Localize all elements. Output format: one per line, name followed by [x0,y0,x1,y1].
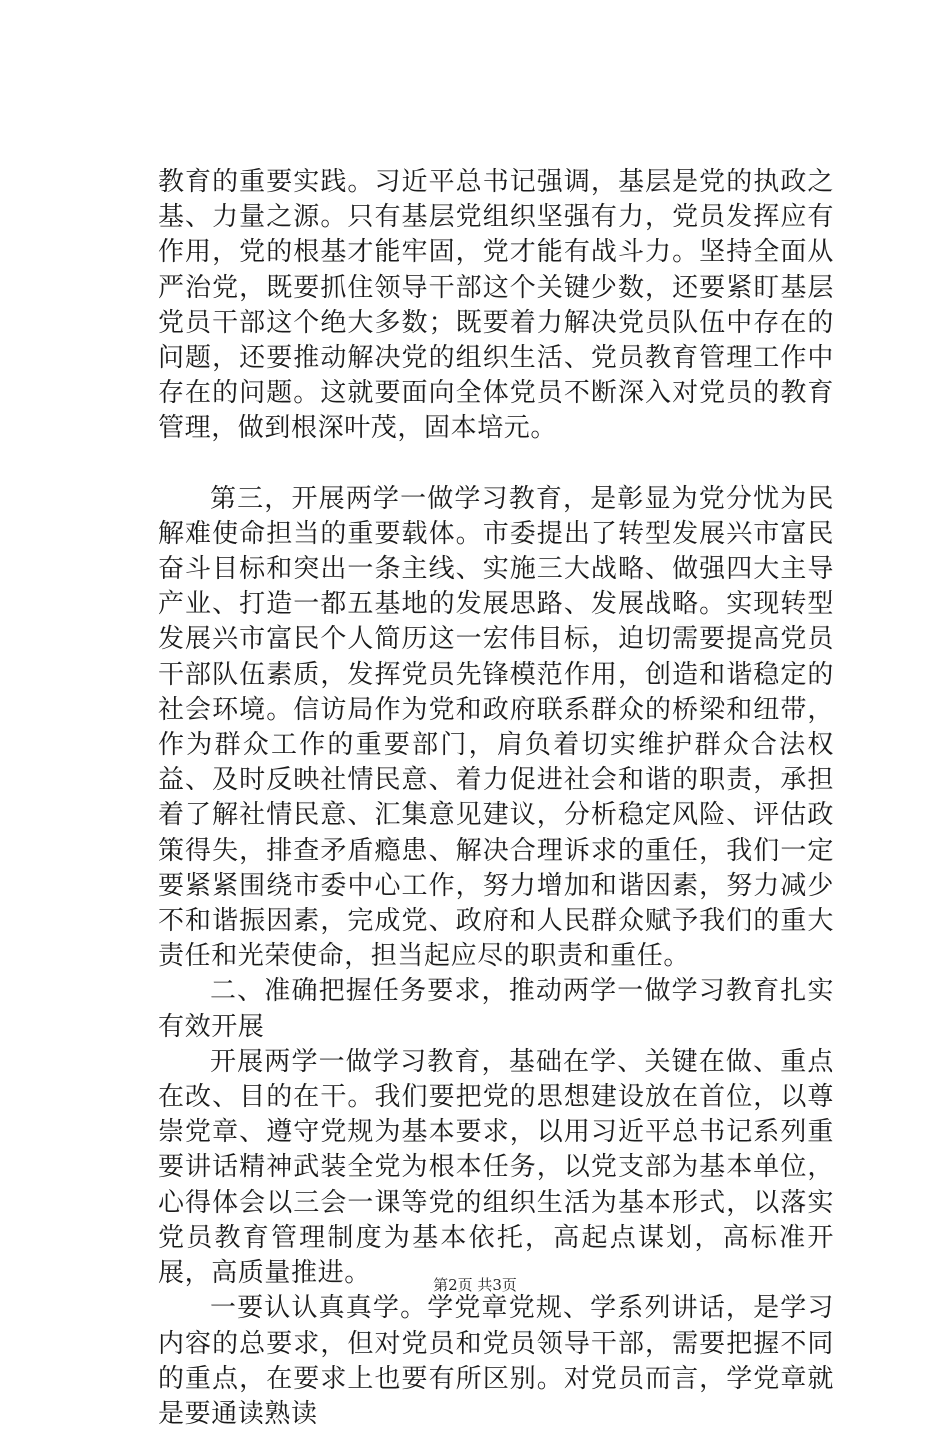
section-heading: 二、准确把握任务要求，推动两学一做学习教育扎实有效开展 [158,976,834,1042]
paragraph-third-point: 第三，开展两学一做学习教育，是彰显为党分忧为民解难使命担当的重要载体。市委提出了转型发展兴市富民奋斗目标和突出一条主线、实施三大战略、做强四大主导产业、打造一都五基地的发展思路、发展战略。实现转型发展兴市富民个人简历这一宏伟目标，迫切需要提高党员干部队伍素质，发挥党员先锋模范作用，创造和谐稳定的社会环境。信访局作为党和政府联系群众的桥梁和纽带，作为群众工作的重要部门，肩负着切实维护群众合法权益、及时反映社情民意、着力促进社会和谐的职责，承担着了解社情民意、汇集意见建议，分析稳定风险、评估政策得失，排查矛盾瘾患、解决合理诉求的重任，我们一定要紧紧围绕市委中心工作，努力增加和谐因素，努力减少不和谐振因素，完成党、政府和人民群众赋予我们的重大责任和光荣使命，担当起应尽的职责和重任。 [158,483,834,972]
page-number-footer: 第2页 共3页 [433,1276,517,1294]
document-body [158,165,834,1432]
paragraph-task-requirements: 开展两学一做学习教育，基础在学、关键在做、重点在改、目的在干。我们要把党的思想建设放在首位，以尊崇党章、遵守党规为基本要求，以用习近平总书记系列重要讲话精神武装全党为根本任务，以党支部为基本单位，心得体会以三会一课等党的组织生活为基本形式，以落实党员教育管理制度为基本依托，高起点谋划，高标准开展，高质量推进。 [158,1046,834,1289]
paragraph-continuation: 教育的重要实践。习近平总书记强调，基层是党的执政之基、力量之源。只有基层党组织坚强有力，党员发挥应有作用，党的根基才能牢固，党才能有战斗力。坚持全面从严治党，既要抓住领导干部这个关键少数，还要紧盯基层党员干部这个绝大多数；既要着力解决党员队伍中存在的问题，还要推动解决党的组织生活、党员教育管理工作中存在的问题。这就要面向全体党员不断深入对党员的教育管理，做到根深叶茂，固本培元。 [158,167,834,444]
paragraph-study-seriously: 一要认认真真学。学党章党规、学系列讲话，是学习内容的总要求，但对党员和党员领导干部，需要把握不同的重点，在要求上也要有所区别。对党员而言，学党章就是要通读熟读 [158,1293,834,1429]
